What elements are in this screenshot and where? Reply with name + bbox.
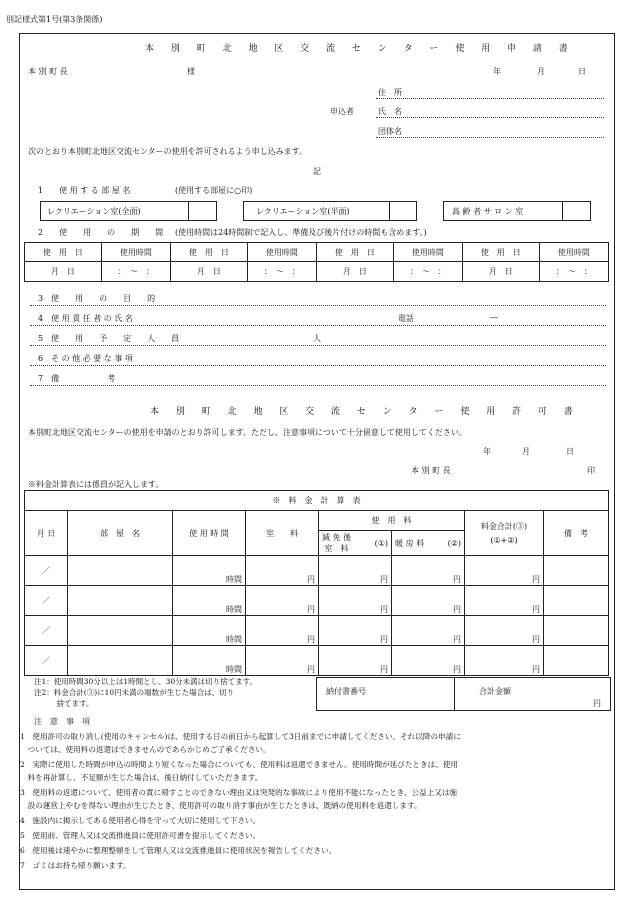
permit-date-year: 年 xyxy=(483,447,491,456)
fee-row-date[interactable]: ／ xyxy=(25,586,68,616)
room-option-half-label: レクリエーション室(半面) xyxy=(256,207,350,216)
fee-header-roomfee: 室 料 xyxy=(246,511,319,556)
fee-note2: 注2：料金合計(③)に10円未満の端数が生じた場合は、切り xyxy=(34,688,235,697)
fee-row-room[interactable] xyxy=(68,586,173,616)
item7-label: 7 備 考 xyxy=(38,374,116,383)
period-time-cell[interactable]: ： ～ ： xyxy=(539,262,608,282)
fee-header-c1: (①) xyxy=(374,538,388,548)
permit-mayor: 本 別 町 長 xyxy=(411,466,451,475)
fee-header-discount-line2: 室 料 xyxy=(324,544,349,553)
period-date-cell[interactable]: 月 日 xyxy=(25,262,102,282)
phone-label: 電話 xyxy=(398,314,414,323)
room-option-salon[interactable] xyxy=(443,201,591,221)
room-option-half[interactable] xyxy=(243,201,417,221)
permit-text: 本別町北地区交流センターの使用を申請のとおり許可します。ただし、注意事項について十分留意して使用してください。 xyxy=(28,428,467,437)
caution-line: 6 使用後は速やかに整理整頓をして管理人又は交流推進員に使用状況を報告してください。 xyxy=(20,846,337,855)
address-label: 住 所 xyxy=(378,88,402,97)
fee-row-time[interactable]: 時間 xyxy=(173,556,246,586)
fee-row-heating[interactable]: 円 xyxy=(392,646,465,676)
fee-row-discount[interactable]: 円 xyxy=(319,646,392,676)
caution-line: 料を再計算し、不足額が生じた場合は、後日納付していただきます。 xyxy=(20,773,263,782)
fee-row-roomfee[interactable]: 円 xyxy=(246,556,319,586)
fee-row xyxy=(25,616,609,646)
period-header: 使用時間 xyxy=(393,243,462,262)
addressee: 本 別 町 長 xyxy=(28,67,68,76)
caution-line: 設の運営上やむを得ない理由が生じたとき、使用許可の取り消す事由が生じたときは、既納の使用料を返還します。 xyxy=(20,801,422,810)
fee-table-title: ※ 料 金 計 算 表 xyxy=(25,491,609,511)
period-header: 使用時間 xyxy=(247,243,316,262)
applicant-label: 申込者 xyxy=(330,107,354,116)
period-time-cell[interactable]: ： ～ ： xyxy=(101,262,170,282)
fee-row-total[interactable]: 円 xyxy=(465,586,544,616)
fee-row-total[interactable]: 円 xyxy=(465,556,544,586)
form-number: 別記様式第1号(第3条関係) xyxy=(6,15,103,24)
item1-label: 1 使 用 す る 部 屋 名 xyxy=(38,186,131,195)
fee-header-remarks: 備 考 xyxy=(544,511,609,556)
fee-header-heating-label: 暖 房 料 xyxy=(395,538,425,548)
fee-row-total[interactable]: 円 xyxy=(465,616,544,646)
period-header: 使 用 日 xyxy=(25,243,102,262)
item2-label: 2 使 用 の 期 間 xyxy=(38,228,164,237)
addressee-sama: 様 xyxy=(187,67,195,76)
application-intro: 次のとおり本別町北地区交流センターの使用を許可されるよう申し込みます。 xyxy=(28,147,308,156)
app-date-day: 日 xyxy=(578,67,586,76)
fee-row-heating[interactable]: 円 xyxy=(392,556,465,586)
fee-header-total xyxy=(465,511,544,556)
fee-row-remarks[interactable] xyxy=(544,646,609,676)
fee-header-discount-line1: 減 免 後 xyxy=(322,533,352,542)
total-amount-label: 合計金額 xyxy=(479,687,511,696)
period-time-cell[interactable]: ： ～ ： xyxy=(247,262,316,282)
fee-row-remarks[interactable] xyxy=(544,556,609,586)
fee-header-discount xyxy=(319,531,392,556)
room-option-full[interactable] xyxy=(40,201,217,221)
phone-dash: ― xyxy=(490,313,498,322)
item4-label: 4 使 用 責 任 者 の 氏 名 xyxy=(38,314,133,323)
period-time-cell[interactable]: ： ～ ： xyxy=(393,262,462,282)
people-unit: 人 xyxy=(313,334,321,343)
fee-row-time[interactable]: 時間 xyxy=(173,586,246,616)
fee-row-date[interactable]: ／ xyxy=(25,646,68,676)
fee-note: ※料金計算表には係員が記入します。 xyxy=(28,480,164,489)
fee-header-total-line2: (①+②) xyxy=(490,536,518,545)
period-table xyxy=(24,242,609,282)
fee-row-total[interactable]: 円 xyxy=(465,646,544,676)
fee-row-room[interactable] xyxy=(68,556,173,586)
app-date-year: 年 xyxy=(493,67,501,76)
fee-note1: 注1：使用時間30分以上は1時間とし、30分未満は切り捨てます。 xyxy=(34,677,258,686)
item6-label: 6 そ の 他 必 要 な 事 項 xyxy=(38,354,133,363)
period-date-cell[interactable]: 月 日 xyxy=(462,262,539,282)
fee-note3: 捨てます。 xyxy=(34,699,94,708)
org-label: 団体名 xyxy=(378,127,402,136)
caution-line: 2 実際に使用した時間が申込の時間より短くなった場合についても、使用料は返還できません。使用時間が延びたときは、使用 xyxy=(20,760,458,769)
permit-title: 本 別 町 北 地 区 交 流 セ ン タ ー 使 用 許 可 書 xyxy=(150,407,580,417)
fee-row-heating[interactable]: 円 xyxy=(392,586,465,616)
fee-header-date: 月 日 xyxy=(25,511,68,556)
fee-row-room[interactable] xyxy=(68,646,173,676)
fee-header-heating xyxy=(392,531,465,556)
period-header: 使用時間 xyxy=(539,243,608,262)
permit-date-day: 日 xyxy=(566,447,574,456)
fee-row-roomfee[interactable]: 円 xyxy=(246,616,319,646)
room-option-full-label: レクリエーション室(全面) xyxy=(47,207,141,216)
fee-row-date[interactable]: ／ xyxy=(25,556,68,586)
fee-row-discount[interactable]: 円 xyxy=(319,586,392,616)
caution-line: 5 使用前、管理人又は交流推進員に使用許可書を提示してください。 xyxy=(20,831,261,840)
period-date-cell[interactable]: 月 日 xyxy=(170,262,247,282)
fee-row-remarks[interactable] xyxy=(544,616,609,646)
fee-row-roomfee[interactable]: 円 xyxy=(246,646,319,676)
caution-line: 4 施設内に掲示してある使用者心得を守って大切に使用して下さい。 xyxy=(20,816,261,825)
fee-header-room: 部 屋 名 xyxy=(68,511,173,556)
total-amount-yen[interactable]: 円 xyxy=(593,699,601,708)
fee-row-room[interactable] xyxy=(68,616,173,646)
fee-row-discount[interactable]: 円 xyxy=(319,616,392,646)
fee-row xyxy=(25,586,609,616)
receipt-box xyxy=(316,677,611,711)
item3-label: 3 使 用 の 目 的 xyxy=(38,294,156,303)
room-option-salon-label: 高 齢 者 サ ロ ン 室 xyxy=(452,207,524,216)
permit-date-month: 月 xyxy=(522,447,530,456)
cautions-title: 注 意 事 項 xyxy=(34,717,90,726)
application-title: 本 別 町 北 地 区 交 流 セ ン タ ー 使 用 申 請 書 xyxy=(145,44,575,54)
app-date-month: 月 xyxy=(537,67,545,76)
name-label: 氏 名 xyxy=(378,107,402,116)
caution-line: 1 使用許可の取り消し(使用のキャンセル)は、使用する日の前日から起算して3日前までに申請してください。それ以降の申請に xyxy=(20,732,461,741)
caution-line: ついては、使用料の返還はできませんのであらかじめご了承ください。 xyxy=(20,745,271,754)
permit-seal: 印 xyxy=(587,466,595,475)
fee-row-time[interactable]: 時間 xyxy=(173,616,246,646)
fee-row-discount[interactable]: 円 xyxy=(319,556,392,586)
period-header: 使用時間 xyxy=(101,243,170,262)
fee-header-c2: (②) xyxy=(447,538,461,548)
fee-row-time[interactable]: 時間 xyxy=(173,646,246,676)
fee-row-roomfee[interactable]: 円 xyxy=(246,586,319,616)
item2-note: (使用時間は24時間制で記入し、準備及び後片付けの時間も含めます。) xyxy=(175,228,427,237)
fee-row-date[interactable]: ／ xyxy=(25,616,68,646)
receipt-no-label: 納付書番号 xyxy=(326,687,366,696)
fee-row xyxy=(25,556,609,586)
period-header: 使 用 日 xyxy=(316,243,393,262)
item1-note: (使用する部屋に○印) xyxy=(175,186,253,195)
fee-table xyxy=(24,490,609,676)
period-header: 使 用 日 xyxy=(170,243,247,262)
caution-line: 7 ゴミはお持ち帰り願います。 xyxy=(20,861,131,870)
period-header: 使 用 日 xyxy=(462,243,539,262)
fee-header-time: 使 用 時 間 xyxy=(173,511,246,556)
fee-header-usage: 使 用 料 xyxy=(319,511,465,531)
caution-line: 3 使用料の返還について、使用者の責に帰すことのできない理由又は突発的な事故により使用不能になったとき、公益上又は施 xyxy=(20,788,458,797)
ki-label: 記 xyxy=(313,167,321,176)
item5-label: 5 使 用 予 定 人 員 xyxy=(38,334,180,343)
period-date-cell[interactable]: 月 日 xyxy=(316,262,393,282)
fee-row-remarks[interactable] xyxy=(544,586,609,616)
fee-header-total-line1: 料金合計(③) xyxy=(480,522,528,531)
fee-row-heating[interactable]: 円 xyxy=(392,616,465,646)
fee-row xyxy=(25,646,609,676)
